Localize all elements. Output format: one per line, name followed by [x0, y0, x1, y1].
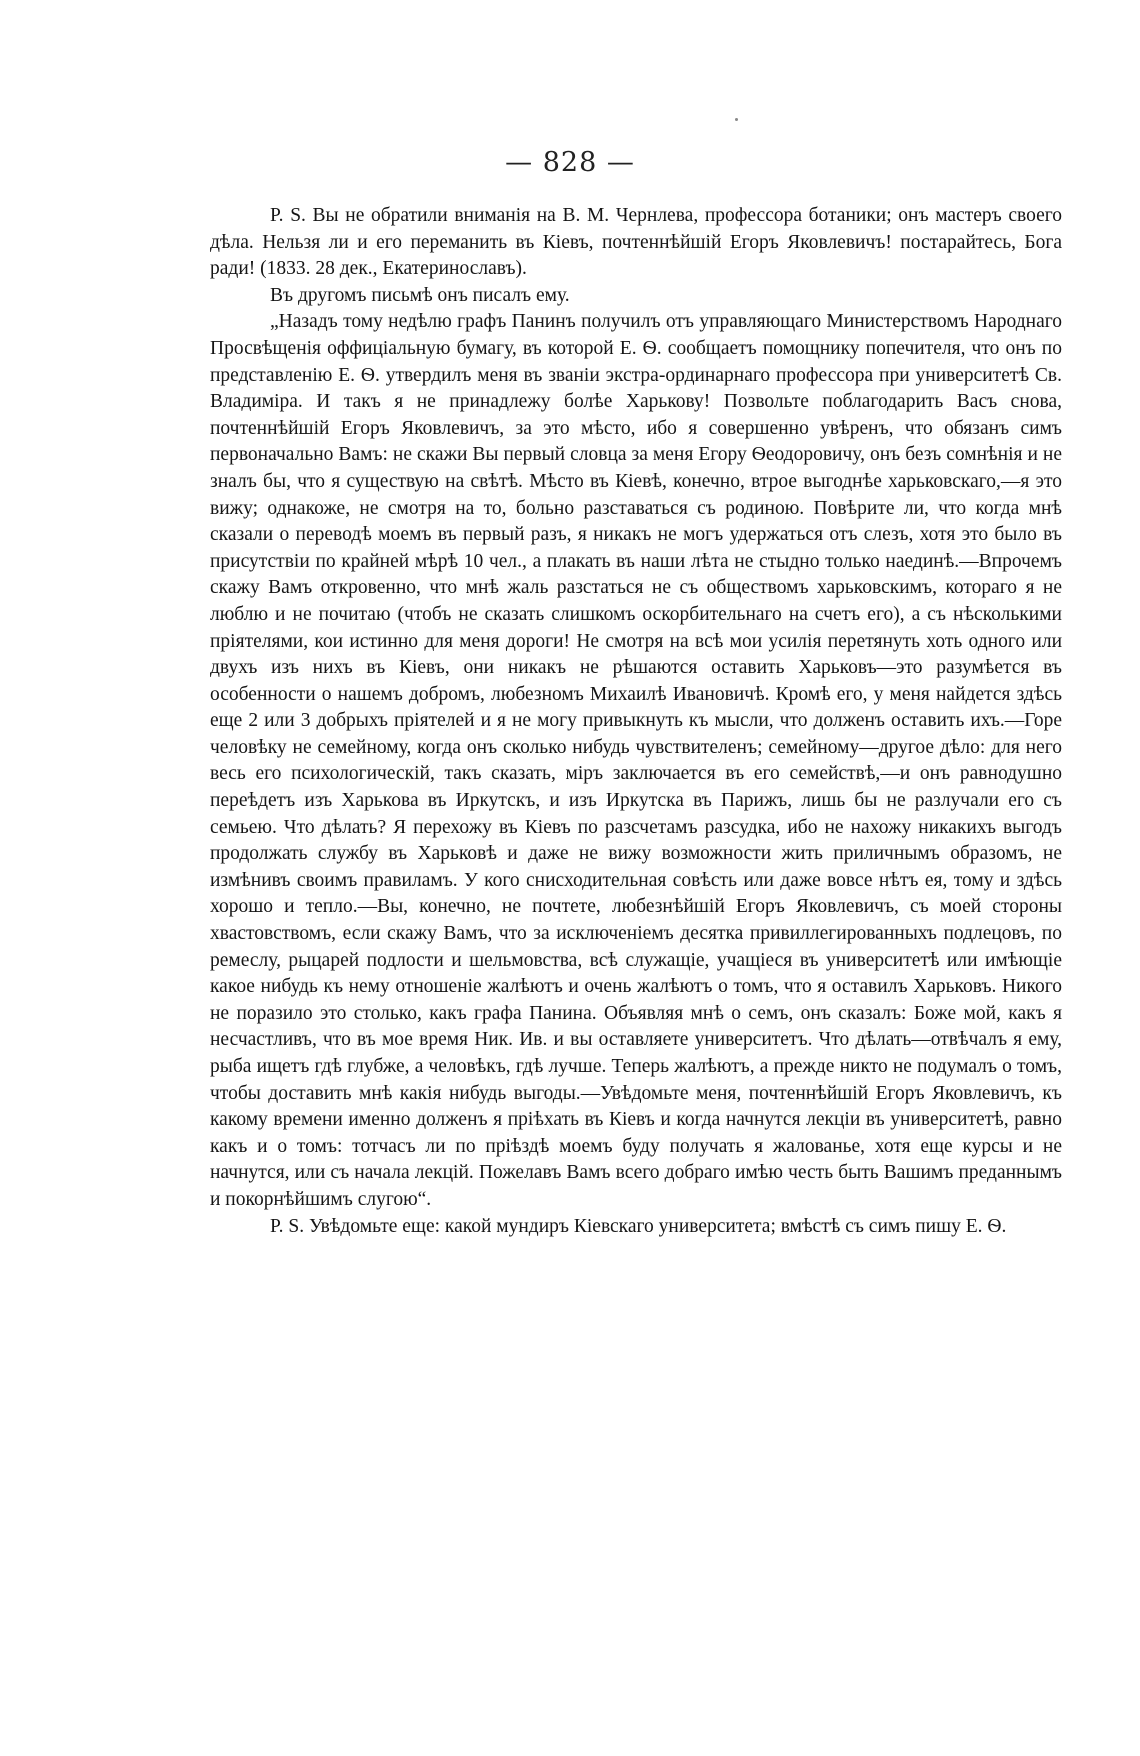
- paragraph-postscript-2: P. S. Увѣдомьте еще: какой мундиръ Кіевскаго университета; вмѣстѣ съ симъ пишу Е. Ѳ.: [270, 1215, 1007, 1237]
- paragraph-postscript-1: P. S. Вы не обратили вниманія на В. М. Чернлева, профессора ботаники; онъ мастеръ своего дѣла. Нельзя ли и его переманить въ Кіевъ, почтеннѣйшій Егоръ Яковлевичъ! постарайтесь, Бога ради! (1833. 28 дек., Екатеринославъ).: [210, 205, 1062, 280]
- paragraph-letter-body: „Назадъ тому недѣлю графъ Панинъ получилъ отъ управляющаго Министерствомъ Народнаго Просвѣщенія оффиціальную бумагу, въ которой Е. Ѳ. сообщаетъ помощнику попечителя, что онъ по представленію Е. Ѳ. утвердилъ меня въ званіи экстра-ординарнаго профессора при университетѣ Св. Владиміра. И такъ я не принадлежу болѣе Харькову! Позвольте поблагодарить Васъ снова, почтеннѣйшій Егоръ Яковлевичъ, за это мѣсто, ибо я совершенно увѣренъ, что обязанъ симъ первоначально Вамъ: не скажи Вы первый словца за меня Егору Ѳеодоровичу, онъ безъ сомнѣнія и не зналъ бы, что я существую на свѣтѣ. Мѣсто въ Кіевѣ, конечно, втрое выгоднѣе харьковскаго,—я это вижу; однакоже, не смотря на то, больно разставаться съ родиною. Повѣрите ли, что когда мнѣ сказали о переводѣ моемъ въ первый разъ, я никакъ не могъ удержаться отъ слезъ, хотя это было въ присутствіи по крайней мѣрѣ 10 чел., а плакать въ наши лѣта не стыдно только наединѣ.—Впрочемъ скажу Вамъ откровенно, что мнѣ жаль разстаться не съ обществомъ харьковскимъ, котораго я не люблю и не почитаю (чтобъ не сказать слишкомъ оскорбительнаго на счетъ его), а съ нѣсколькими пріятелями, кои истинно для меня дороги! Не смотря на всѣ мои усилія перетянуть хоть одного или двухъ изъ нихъ въ Кіевъ, они никакъ не рѣшаются оставить Харьковъ—это разумѣется въ особенности о нашемъ добромъ, любезномъ Михаилѣ Ивановичѣ. Кромѣ его, у меня найдется здѣсь еще 2 или 3 добрыхъ пріятелей и я не могу привыкнуть къ мысли, что долженъ оставить ихъ.—Горе человѣку не семейному, когда онъ сколько нибудь чувствителенъ; семейному—другое дѣло: для него весь его психологическій, такъ сказать, міръ заключается въ его семействѣ,—и онъ равнодушно переѣдетъ изъ Харькова въ Иркутскъ, и изъ Иркутска въ Парижъ, лишь бы не разлучали его съ семьею. Что дѣлать? Я перехожу въ Кіевъ по разсчетамъ разсудка, ибо не нахожу никакихъ выгодъ продолжать службу въ Харьковѣ и даже не вижу возможности жить приличнымъ образомъ, не измѣнивъ своимъ правиламъ. У кого снисходительная совѣсть или даже вовсе нѣтъ ея, тому и здѣсь хорошо и тепло.—Вы, конечно, не почтете, любезнѣйшій Егоръ Яковлевичъ, съ моей стороны хвастовствомъ, если скажу Вамъ, что за исключеніемъ десятка привиллегированныхъ подлецовъ, по ремеслу, рыцарей подлости и шельмовства, всѣ служащіе, учащіеся въ университетѣ или имѣющіе какое нибудь къ нему отношеніе жалѣютъ и очень жалѣютъ о томъ, что я оставилъ Харьковъ. Никого не поразило это столько, какъ графа Панина. Объявляя мнѣ о семъ, онъ сказалъ: Боже мой, какъ я несчастливъ, что въ мое время Ник. Ив. и вы оставляете университетъ. Что дѣлать—отвѣчалъ я ему, рыба ищетъ гдѣ глубже, а человѣкъ, гдѣ лучше. Теперь жалѣютъ, а прежде никто не подумалъ о томъ, чтобы доставить мнѣ какія нибудь выгоды.—Увѣдомьте меня, почтеннѣйшій Егоръ Яковлевичъ, къ какому времени именно долженъ я пріѣхать въ Кіевъ и когда начнутся лекціи въ университетѣ, равно какъ и о томъ: тотчасъ ли по пріѣздѣ моемъ буду получать я жалованье, хотя еще курсы и не начнутся, или съ начала лекцій. Пожелавъ Вамъ всего добраго имѣю честь быть Вашимъ преданнымъ и покорнѣйшимъ слугою“.: [210, 311, 1062, 1210]
- scan-speck: [735, 118, 738, 121]
- page-number: — 828 —: [505, 147, 635, 178]
- paragraph-intro-letter: Въ другомъ письмѣ онъ писалъ ему.: [270, 284, 570, 306]
- body-text: [210, 203, 1062, 1240]
